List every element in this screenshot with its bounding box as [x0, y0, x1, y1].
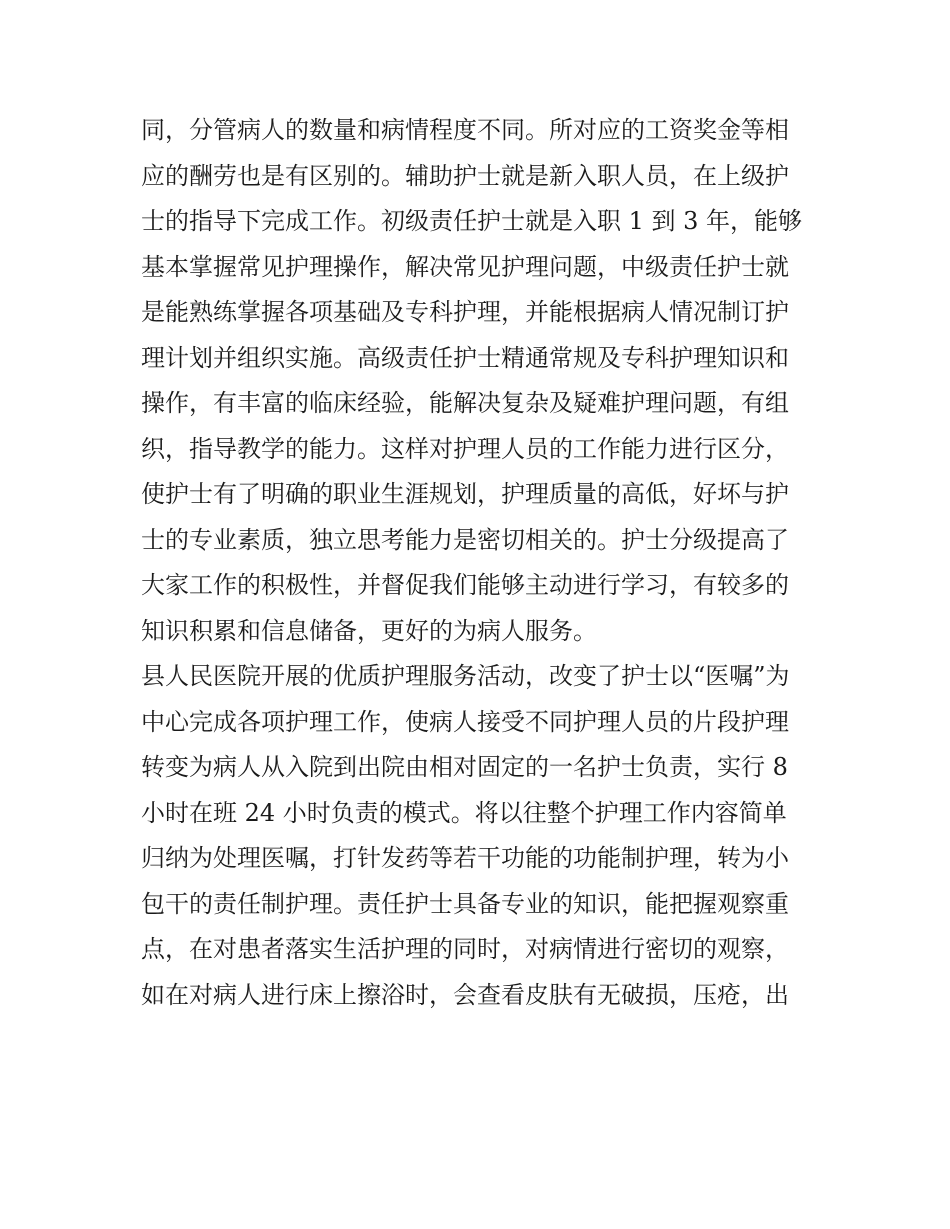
text-line: 应的酬劳也是有区别的。辅助护士就是新入职人员，在上级护	[141, 161, 789, 190]
text-line: 使护士有了明确的职业生涯规划，护理质量的高低，好坏与护	[141, 480, 789, 508]
text-line: 转变为病人从入院到出院由相对固定的一名护士负责，实行 8	[141, 753, 788, 781]
text-line: 同，分管病人的数量和病情程度不同。所对应的工资奖金等相	[141, 116, 789, 144]
text-line: 织，指导教学的能力。这样对护理人员的工作能力进行区分，	[141, 434, 789, 463]
text-line: 大家工作的积极性，并督促我们能够主动进行学习，有较多的	[141, 571, 789, 599]
text-line: 操作，有丰富的临床经验，能解决复杂及疑难护理问题，有组	[141, 389, 789, 417]
text-line: 理计划并组织实施。高级责任护士精通常规及专科护理知识和	[141, 343, 789, 372]
text-line: 点，在对患者落实生活护理的同时，对病情进行密切的观察，	[141, 935, 789, 963]
body-text	[141, 108, 821, 1018]
text-line: 如在对病人进行床上擦浴时，会查看皮肤有无破损，压疮，出	[141, 980, 789, 1009]
text-line: 知识积累和信息储备，更好的为病人服务。	[141, 616, 597, 645]
text-line: 小时在班 24 小时负责的模式。将以往整个护理工作内容简单	[141, 798, 787, 827]
text-line: 县人民医院开展的优质护理服务活动，改变了护士以“医嘱”为	[141, 662, 790, 690]
text-line: 包干的责任制护理。责任护士具备专业的知识，能把握观察重	[141, 889, 789, 918]
text-line: 士的专业素质，独立思考能力是密切相关的。护士分级提高了	[141, 525, 789, 554]
text-line: 中心完成各项护理工作，使病人接受不同护理人员的片段护理	[141, 707, 789, 736]
text-line: 是能熟练掌握各项基础及专科护理，并能根据病人情况制订护	[141, 298, 789, 326]
text-line: 基本掌握常见护理操作，解决常见护理问题，中级责任护士就	[141, 252, 789, 281]
text-line: 士的指导下完成工作。初级责任护士就是入职 1 到 3 年，能够	[141, 207, 803, 235]
text-line: 归纳为处理医嘱，打针发药等若干功能的功能制护理，转为小	[141, 844, 789, 872]
